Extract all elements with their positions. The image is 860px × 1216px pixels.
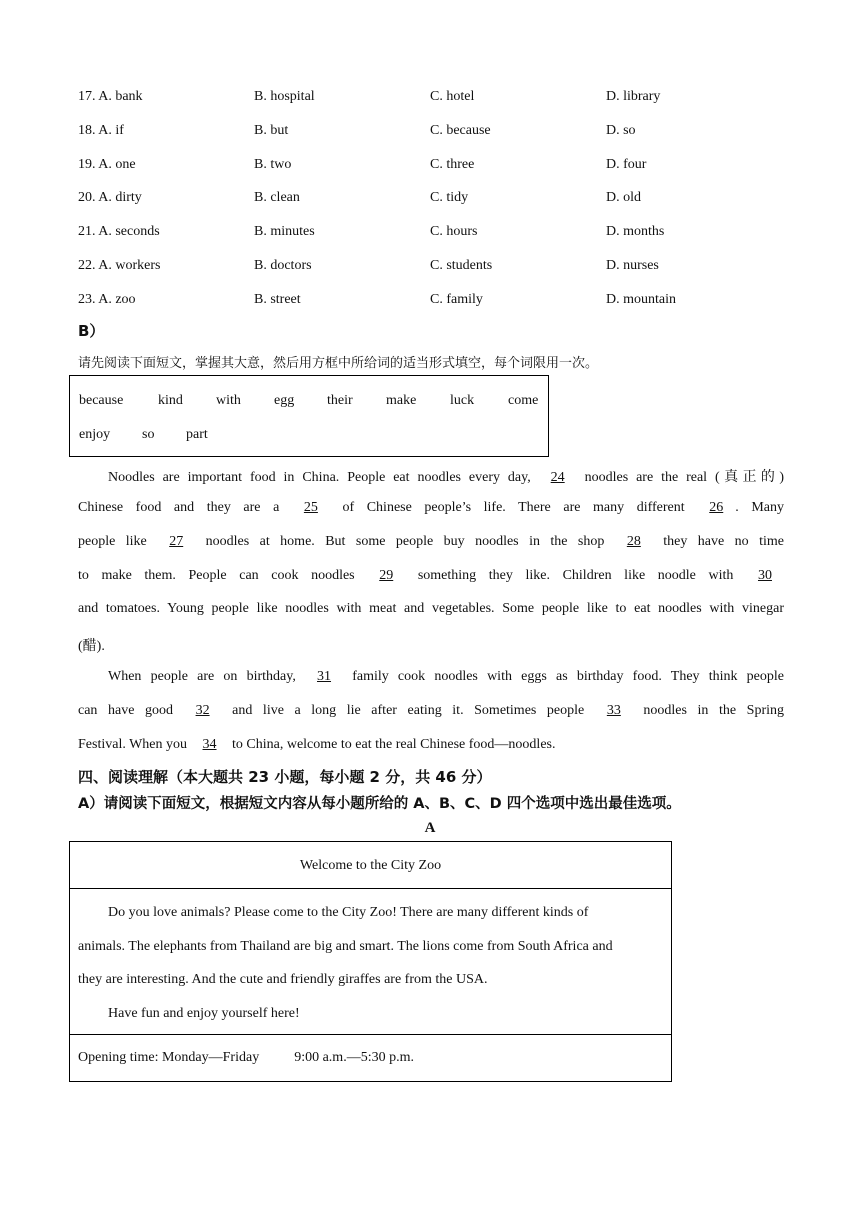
blank-26: 26 bbox=[709, 500, 724, 515]
zoo-text: Have fun and enjoy yourself here! bbox=[108, 1006, 300, 1021]
word-item: come bbox=[508, 393, 539, 408]
passage-text: Noodles are important food in China. People eat noodles every day, bbox=[108, 470, 539, 485]
blank-29: 29 bbox=[379, 568, 394, 583]
option-d: D. so bbox=[606, 123, 636, 138]
passage-letter: A bbox=[424, 820, 436, 836]
option-b: B. minutes bbox=[254, 224, 315, 239]
passage-text: . Many bbox=[735, 500, 784, 515]
passage-text: and live a long lie after eating it. Sometimes people bbox=[221, 703, 595, 718]
option-a: 19. A. one bbox=[78, 157, 136, 172]
option-b: B. clean bbox=[254, 190, 300, 205]
zoo-text: they are interesting. And the cute and friendly giraffes are from the USA. bbox=[78, 972, 488, 987]
blank-33: 33 bbox=[606, 703, 621, 718]
blank-30: 30 bbox=[757, 568, 772, 583]
passage-line bbox=[78, 703, 784, 719]
section-subheading: A）请阅读下面短文，根据短文内容从每小题所给的 A、B、C、D 四个选项中选出最佳选项。 bbox=[78, 796, 681, 812]
passage-text: can have good bbox=[78, 703, 184, 718]
zoo-notice-table bbox=[69, 841, 672, 1082]
part-b-instruction: 请先阅读下面短文，掌握其大意，然后用方框中所给词的适当形式填空，每个词限用一次。 bbox=[78, 356, 599, 371]
passage-line bbox=[78, 500, 784, 516]
option-a: 18. A. if bbox=[78, 123, 124, 138]
passage-line bbox=[78, 466, 784, 486]
option-c: C. tidy bbox=[430, 190, 469, 205]
passage-text: noodles at home. But some people buy noodles in the shop bbox=[195, 534, 615, 549]
blank-34: 34 bbox=[202, 737, 217, 752]
word-box bbox=[69, 375, 549, 457]
option-row-21 bbox=[78, 224, 798, 244]
option-b: B. street bbox=[254, 292, 301, 307]
blank-32: 32 bbox=[195, 703, 210, 718]
blank-31: 31 bbox=[317, 669, 332, 684]
option-d: D. months bbox=[606, 224, 665, 239]
option-row-18 bbox=[78, 123, 798, 143]
passage-line: (醋). bbox=[78, 639, 105, 654]
option-a: 22. A. workers bbox=[78, 258, 161, 273]
option-b: B. hospital bbox=[254, 89, 315, 104]
passage-text: of Chinese people’s life. There are many different bbox=[329, 500, 698, 515]
option-row-23 bbox=[78, 292, 798, 312]
part-b-heading: B） bbox=[78, 322, 105, 340]
passage-line bbox=[78, 568, 784, 584]
word-item: egg bbox=[274, 393, 295, 408]
zoo-text: animals. The elephants from Thailand are big and smart. The lions come from South Africa and bbox=[78, 939, 613, 954]
word-item: part bbox=[186, 427, 208, 442]
passage-line bbox=[78, 534, 784, 550]
option-a: 21. A. seconds bbox=[78, 224, 160, 239]
opening-label: Opening time: Monday—Friday bbox=[78, 1050, 260, 1065]
option-row-17 bbox=[78, 89, 798, 109]
blank-25: 25 bbox=[303, 500, 318, 515]
passage-text: family cook noodles with eggs as birthday food. They think people bbox=[343, 669, 784, 684]
option-d: D. nurses bbox=[606, 258, 659, 273]
passage-text: noodles are the real (真正的) bbox=[576, 470, 784, 485]
passage-text: they have no time bbox=[652, 534, 784, 549]
blank-28: 28 bbox=[626, 534, 641, 549]
option-d: D. library bbox=[606, 89, 661, 104]
option-d: D. mountain bbox=[606, 292, 676, 307]
passage-line: and tomatoes. Young people like noodles with meat and vegetables. Some people like to eat noodles with vinegar bbox=[78, 601, 784, 616]
word-item: enjoy bbox=[79, 427, 111, 442]
word-item: kind bbox=[158, 393, 183, 408]
blank-27: 27 bbox=[169, 534, 184, 549]
opening-hours: 9:00 a.m.—5:30 p.m. bbox=[294, 1050, 414, 1065]
passage-text: something they like. Children like noodle with bbox=[405, 568, 746, 583]
zoo-body bbox=[70, 889, 671, 1035]
option-a: 23. A. zoo bbox=[78, 292, 136, 307]
option-c: C. hotel bbox=[430, 89, 475, 104]
option-c: C. family bbox=[430, 292, 483, 307]
word-item: luck bbox=[450, 393, 475, 408]
option-c: C. because bbox=[430, 123, 491, 138]
option-b: B. two bbox=[254, 157, 292, 172]
word-item: with bbox=[216, 393, 241, 408]
zoo-title: Welcome to the City Zoo bbox=[299, 858, 442, 873]
passage-line bbox=[78, 669, 784, 685]
option-d: D. four bbox=[606, 157, 647, 172]
word-item: because bbox=[79, 393, 124, 408]
passage-text: to China, welcome to eat the real Chinese food—noodles. bbox=[228, 737, 556, 752]
zoo-title-row bbox=[70, 842, 671, 889]
word-item: their bbox=[327, 393, 353, 408]
passage-text: noodles in the Spring bbox=[632, 703, 784, 718]
passage-text: Festival. When you bbox=[78, 737, 191, 752]
opening-time bbox=[78, 1050, 414, 1066]
passage-line bbox=[78, 737, 784, 753]
option-a: 20. A. dirty bbox=[78, 190, 142, 205]
passage-text: Chinese food and they are a bbox=[78, 500, 292, 515]
option-row-20 bbox=[78, 190, 798, 210]
word-item: make bbox=[386, 393, 417, 408]
option-d: D. old bbox=[606, 190, 641, 205]
passage-text: people like bbox=[78, 534, 158, 549]
section-heading: 四、阅读理解（本大题共 23 小题，每小题 2 分，共 46 分） bbox=[78, 768, 492, 786]
zoo-text: Do you love animals? Please come to the City Zoo! There are many different kinds of bbox=[108, 905, 589, 920]
passage-text: When people are on birthday, bbox=[108, 669, 306, 684]
option-b: B. doctors bbox=[254, 258, 312, 273]
option-row-22 bbox=[78, 258, 798, 278]
blank-24: 24 bbox=[550, 470, 565, 485]
option-a: 17. A. bank bbox=[78, 89, 143, 104]
option-c: C. hours bbox=[430, 224, 478, 239]
option-row-19 bbox=[78, 157, 798, 177]
word-item: so bbox=[142, 427, 155, 442]
option-c: C. three bbox=[430, 157, 475, 172]
option-b: B. but bbox=[254, 123, 289, 138]
passage-text: to make them. People can cook noodles bbox=[78, 568, 368, 583]
option-c: C. students bbox=[430, 258, 493, 273]
